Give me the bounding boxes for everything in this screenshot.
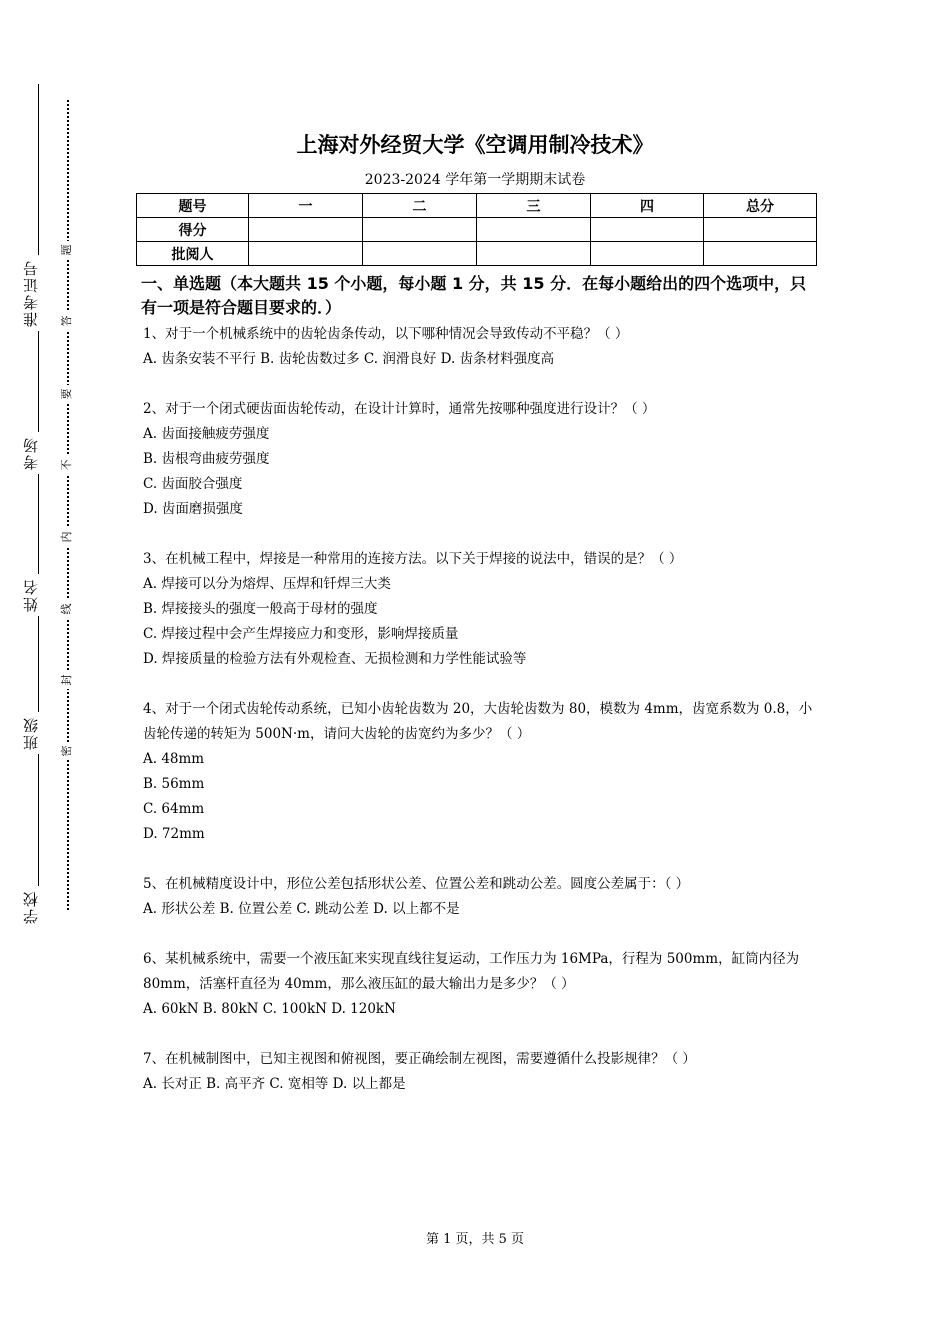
seal-char: 封 <box>60 671 74 689</box>
seal-char: 密 <box>60 742 74 760</box>
question-6 <box>143 947 815 1022</box>
option-d: D. 72mm <box>143 826 205 842</box>
question-stem: 5、在机械精度设计中，形位公差包括形状公差、位置公差和跳动公差。圆度公差属于：（ ） <box>143 876 690 892</box>
class-label: 班级 <box>22 712 54 754</box>
page-footer: 第 1 页，共 5 页 <box>425 1232 525 1247</box>
question-1 <box>143 322 815 372</box>
question-options: A. 长对正 B. 高平齐 C. 宽相等 D. 以上都是 <box>143 1076 406 1092</box>
score-cell[interactable] <box>704 218 817 242</box>
question-2 <box>143 397 815 522</box>
grader-cell[interactable] <box>704 242 817 266</box>
name-label: 姓名 <box>22 574 54 616</box>
score-row <box>137 218 817 242</box>
option-d: D. 焊接质量的检验方法有外观检查、无损检测和力学性能试验等 <box>143 651 527 667</box>
school-label: 学校 <box>22 886 54 928</box>
exam-number-label: 准考证号 <box>22 255 54 331</box>
question-stem: 1、对于一个机械系统中的齿轮齿条传动，以下哪种情况会导致传动不平稳？（ ） <box>143 326 629 342</box>
seal-char: 不 <box>60 456 74 474</box>
seal-char: 内 <box>60 528 74 546</box>
binding-margin <box>0 0 120 1344</box>
option-d: D. 齿面磨损强度 <box>143 501 243 517</box>
exam-title: 上海对外经贸大学《空调用制冷技术》 <box>296 133 654 157</box>
question-4 <box>143 697 815 847</box>
question-stem: 2、对于一个闭式硬齿面齿轮传动，在设计计算时，通常先按哪种强度进行设计？（ ） <box>143 401 656 417</box>
section-heading: 一、单选题（本大题共 15 个小题，每小题 1 分，共 15 分．在每小题给出的四个选项中，只有一项是符合题目要求的．） <box>141 274 807 317</box>
question-7 <box>143 1047 815 1097</box>
score-cell[interactable] <box>363 218 477 242</box>
score-table-header-row <box>137 194 817 218</box>
header-cell: 题号 <box>137 194 249 218</box>
grader-row <box>137 242 817 266</box>
score-cell[interactable] <box>249 218 363 242</box>
question-options: A. 形状公差 B. 位置公差 C. 跳动公差 D. 以上都不是 <box>143 901 460 917</box>
option-c: C. 齿面胶合强度 <box>143 476 243 492</box>
seal-char: 要 <box>60 385 74 403</box>
question-stem: 7、在机械制图中，已知主视图和俯视图，要正确绘制左视图，需要遵循什么投影规律？（ ） <box>143 1051 696 1067</box>
option-b: B. 齿根弯曲疲劳强度 <box>143 451 270 467</box>
header-cell: 三 <box>477 194 591 218</box>
exam-room-label: 考场 <box>22 432 54 474</box>
question-stem: 4、对于一个闭式齿轮传动系统，已知小齿轮齿数为 20，大齿轮齿数为 80，模数为 4mm，齿宽系数为 0.8，小齿轮传递的转矩为 500N·m，请问大齿轮的齿宽约为多少？（ ） <box>143 701 813 742</box>
grader-cell[interactable] <box>477 242 591 266</box>
question-3 <box>143 547 815 672</box>
exam-subtitle: 2023-2024 学年第一学期期末试卷 <box>364 172 586 188</box>
grader-cell[interactable] <box>249 242 363 266</box>
question-options: A. 60kN B. 80kN C. 100kN D. 120kN <box>143 1001 396 1017</box>
question-stem: 3、在机械工程中，焊接是一种常用的连接方法。以下关于焊接的说法中，错误的是？（ ） <box>143 551 683 567</box>
exam-content <box>143 272 815 1122</box>
header-cell: 总分 <box>704 194 817 218</box>
grader-cell[interactable] <box>363 242 477 266</box>
option-c: C. 焊接过程中会产生焊接应力和变形，影响焊接质量 <box>143 626 459 642</box>
option-a: A. 齿面接触疲劳强度 <box>143 426 270 442</box>
grader-cell[interactable] <box>591 242 704 266</box>
question-options: A. 齿条安装不平行 B. 齿轮齿数过多 C. 润滑良好 D. 齿条材料强度高 <box>143 351 555 367</box>
binding-solid-line <box>38 84 39 924</box>
header-cell: 一 <box>249 194 363 218</box>
seal-char: 答 <box>60 312 74 330</box>
binding-dotted-line <box>67 100 69 910</box>
header-cell: 二 <box>363 194 477 218</box>
score-cell[interactable] <box>477 218 591 242</box>
option-b: B. 焊接接头的强度一般高于母材的强度 <box>143 601 378 617</box>
seal-char: 线 <box>60 600 74 618</box>
question-5 <box>143 872 815 922</box>
score-table <box>136 193 817 266</box>
option-b: B. 56mm <box>143 776 205 792</box>
score-cell[interactable] <box>591 218 704 242</box>
question-stem: 6、某机械系统中，需要一个液压缸来实现直线往复运动，工作压力为 16MPa，行程为 500mm，缸筒内径为 80mm，活塞杆直径为 40mm，那么液压缸的最大输出力是多少？（ ） <box>143 951 800 992</box>
seal-char: 题 <box>60 241 74 259</box>
option-a: A. 48mm <box>143 751 205 767</box>
header-cell: 四 <box>591 194 704 218</box>
row-label: 批阅人 <box>137 242 249 266</box>
option-a: A. 焊接可以分为熔焊、压焊和钎焊三大类 <box>143 576 391 592</box>
row-label: 得分 <box>137 218 249 242</box>
option-c: C. 64mm <box>143 801 205 817</box>
